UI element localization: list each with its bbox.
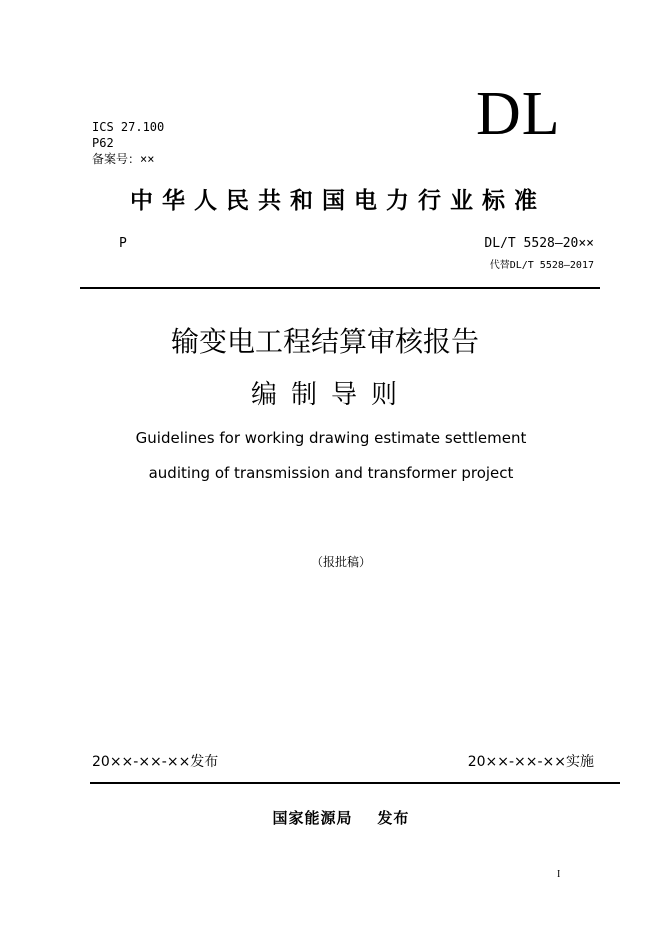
classification-code: P62 bbox=[92, 136, 114, 150]
document-title: 输变电工程结算审核报告 bbox=[170, 325, 479, 358]
replaces-note: 代替DL/T 5528—2017 bbox=[489, 260, 594, 271]
dl-logo: DL bbox=[476, 80, 561, 148]
english-title-line-2: auditing of transmission and transformer project bbox=[148, 464, 514, 482]
publish-date: 20××-××-××发布 bbox=[92, 754, 219, 770]
top-divider bbox=[80, 287, 600, 289]
standard-title: 中华人民共和国电力行业标准 bbox=[130, 188, 546, 214]
document-subtitle: 编制导则 bbox=[250, 380, 411, 410]
draft-status: （报批稿） bbox=[310, 555, 371, 569]
record-number: 备案号：×× bbox=[92, 152, 155, 166]
implement-date: 20××-××-××实施 bbox=[467, 754, 594, 770]
p-label: P bbox=[119, 236, 127, 251]
page-number: I bbox=[557, 869, 561, 880]
standard-number: DL/T 5528—20×× bbox=[484, 236, 594, 251]
bottom-divider bbox=[90, 782, 620, 784]
ics-code: ICS 27.100 bbox=[92, 120, 165, 134]
english-title-line-1: Guidelines for working drawing estimate settlement bbox=[135, 429, 527, 447]
issuer: 国家能源局 发布 bbox=[272, 809, 410, 827]
